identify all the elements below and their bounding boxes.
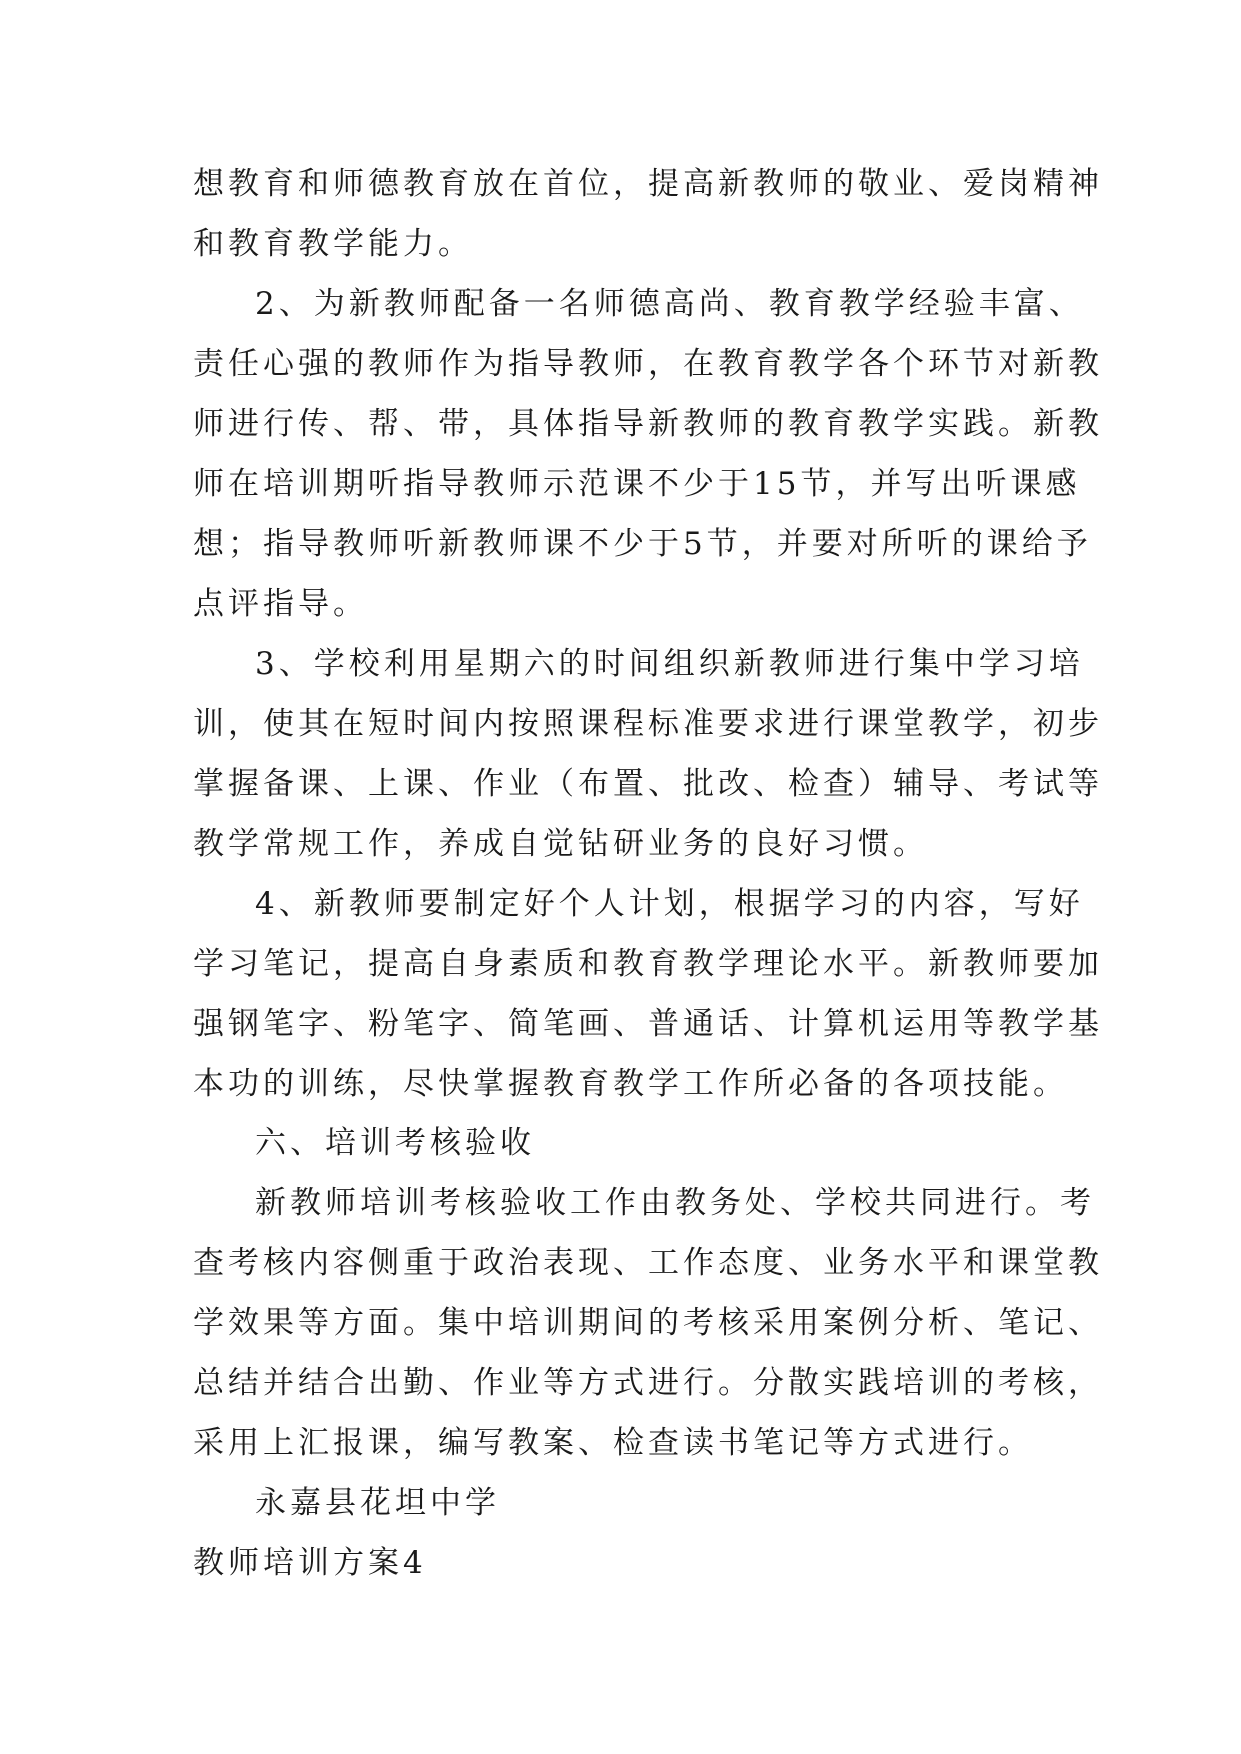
paragraph-start-line: 新教师培训考核验收工作由教务处、学校共同进行。考 [255,1185,1095,1221]
text-line: 训，使其在短时间内按照课程标准要求进行课堂教学，初步 [193,706,1103,742]
text-line: 想教育和师德教育放在首位，提高新教师的敬业、爱岗精神 [193,166,1103,202]
text-line: 总结并结合出勤、作业等方式进行。分散实践培训的考核， [193,1365,1103,1401]
text-line: 采用上汇报课，编写教案、检查读书笔记等方式进行。 [193,1425,1033,1461]
school-name: 永嘉县花坦中学 [255,1485,500,1521]
paragraph-start-line: 3、学校利用星期六的时间组织新教师进行集中学习培 [255,646,1084,682]
text-line: 师进行传、帮、带，具体指导新教师的教育教学实践。新教 [193,406,1103,442]
text-line: 想；指导教师听新教师课不少于5节，并要对所听的课给予 [193,526,1092,562]
text-line: 查考核内容侧重于政治表现、工作态度、业务水平和课堂教 [193,1245,1103,1281]
paragraph-start-line: 4、新教师要制定好个人计划，根据学习的内容，写好 [255,886,1084,922]
document-title: 教师培训方案4 [193,1545,427,1581]
text-line: 教学常规工作，养成自觉钻研业务的良好习惯。 [193,826,928,862]
text-line: 和教育教学能力。 [193,226,473,262]
text-line: 学效果等方面。集中培训期间的考核采用案例分析、笔记、 [193,1305,1103,1341]
text-line: 本功的训练，尽快掌握教育教学工作所必备的各项技能。 [193,1066,1068,1102]
text-line: 点评指导。 [193,586,368,622]
paragraph-start-line: 2、为新教师配备一名师德高尚、教育教学经验丰富、 [255,286,1084,322]
text-line: 责任心强的教师作为指导教师，在教育教学各个环节对新教 [193,346,1103,382]
text-line: 掌握备课、上课、作业（布置、批改、检查）辅导、考试等 [193,766,1103,802]
text-line: 学习笔记，提高自身素质和教育教学理论水平。新教师要加 [193,946,1103,982]
text-line: 师在培训期听指导教师示范课不少于15节，并写出听课感 [193,466,1081,502]
text-line: 强钢笔字、粉笔字、简笔画、普通话、计算机运用等教学基 [193,1006,1103,1042]
section-heading: 六、培训考核验收 [255,1125,535,1161]
